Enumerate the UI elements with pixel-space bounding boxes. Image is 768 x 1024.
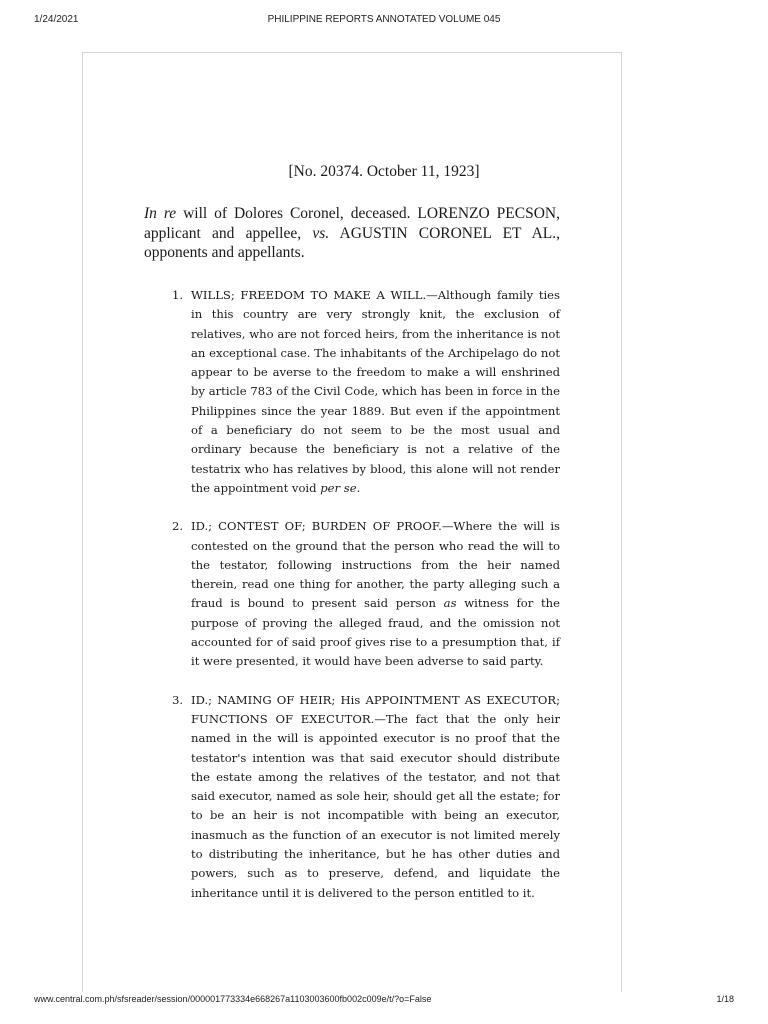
syllabus-text-after: . <box>356 480 361 495</box>
case-title-part2: AGUSTIN CORONEL ET AL., opponents and appellants. <box>144 224 560 261</box>
print-url: www.central.com.ph/sfsreader/session/000001773334e668267a1103003600fb002c009e/t/?o=False <box>34 994 432 1004</box>
syllabus-list <box>166 286 560 922</box>
case-title-part1: will of Dolores Coronel, deceased. LORENZO PECSON, applicant and appellee, <box>144 205 560 242</box>
case-title <box>144 204 560 263</box>
syllabus-item <box>166 286 560 498</box>
syllabus-text: ID.; NAMING OF HEIR; His APPOINTMENT AS EXECUTOR; FUNCTIONS OF EXECUTOR.—The fact that the only heir named in the will is appointed executor is no proof that the testator's intention was that said executor should distribute the estate among the relatives of the testator, and not that said executor, named as sole heir, should get all the estate; for to be an heir is not incompatible with being an executor, inasmuch as the function of an executor is not limited merely to distributing the inheritance, but he has other duties and powers, such as to preserve, defend, and liquidate the inheritance until it is delivered to the person entitled to it. <box>191 692 560 900</box>
print-title: PHILIPPINE REPORTS ANNOTATED VOLUME 045 <box>267 14 501 25</box>
print-date: 1/24/2021 <box>34 14 79 25</box>
syllabus-item <box>166 517 560 671</box>
case-title-in-re: In re <box>144 205 177 222</box>
syllabus-item-number: 3. <box>172 692 184 707</box>
syllabus-italic: per se <box>320 480 357 495</box>
syllabus-italic: as <box>443 596 457 611</box>
syllabus-item-text <box>191 286 560 498</box>
syllabus-text-after: witness for the purpose of proving the alleged fraud, and the omission not accounted for of said proof gives rise to a presumption that, if it were presented, it would have been adverse to said party. <box>191 596 560 669</box>
syllabus-item <box>166 691 560 903</box>
syllabus-text: WILLS; FREEDOM TO MAKE A WILL.—Although family ties in this country are very strongly knit, the exclusion of relatives, who are not forced heirs, from the inheritance is not an exceptional case. The inhabitants of the Archipelago do not appear to be averse to the freedom to make a will enshrined by article 783 of the Civil Code, which has been in force in the Philippines since the year 1889. But even if the appointment of a beneficiary do not seem to be the most usual and ordinary because the beneficiary is not a relative of the testatrix who has relatives by blood, this alone will not render the appointment void <box>191 288 560 495</box>
syllabus-item-text <box>191 691 560 903</box>
syllabus-item-number: 2. <box>172 519 184 534</box>
syllabus-text: ID.; CONTEST OF; BURDEN OF PROOF.—Where the will is contested on the ground that the person who read the will to the testator, following instructions from the heir named therein, read one thing for another, the party alleging such a fraud is bound to present said person <box>191 519 560 611</box>
syllabus-item-text <box>191 517 560 671</box>
case-number: [No. 20374. October 11, 1923] <box>288 163 480 180</box>
print-header <box>0 14 768 28</box>
page-count: 1/18 <box>716 994 734 1004</box>
syllabus-item-number: 1. <box>172 288 184 302</box>
print-footer <box>0 994 768 1008</box>
case-title-vs: vs. <box>312 224 330 242</box>
